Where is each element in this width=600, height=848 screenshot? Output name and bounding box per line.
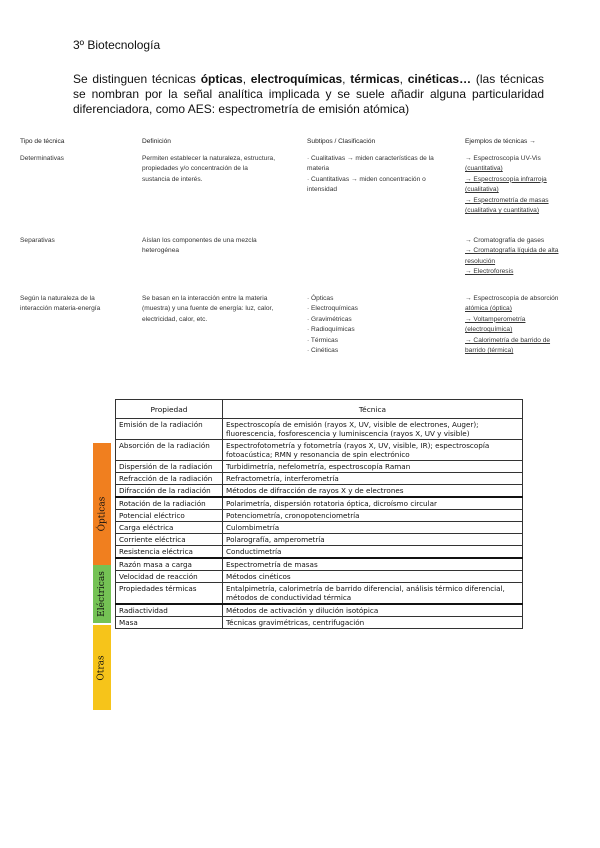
table2-row <box>116 534 523 546</box>
cell-line: Se basan en la interacción entre la materia <box>142 294 268 302</box>
table2-row <box>116 473 523 485</box>
examples-cell <box>465 236 580 294</box>
cell-line: barrido (térmica) <box>465 347 514 354</box>
table2-row <box>116 497 523 510</box>
cell-line: (cuantitativa) <box>465 165 503 172</box>
cell-line: (cualitativa) <box>465 186 499 193</box>
technique-cell: Técnicas gravimétricas, centrifugación <box>223 617 523 629</box>
cell-line: atómica (óptica) <box>465 305 512 312</box>
cell-line: resolución <box>465 257 496 265</box>
cell-line: materia <box>307 165 329 172</box>
property-cell: Razón masa a carga <box>116 558 223 571</box>
header-cell: Ejemplos de técnicas → <box>465 138 536 145</box>
cell-line: · Electroquímicas <box>307 305 358 312</box>
type-cell <box>20 236 142 294</box>
cell-line: · Cualitativas → miden características de la <box>307 154 434 162</box>
technique-cell: Culombimetría <box>223 522 523 534</box>
property-cell: Emisión de la radiación <box>116 419 223 440</box>
cell-line: → Espectrometría de masas <box>465 196 549 204</box>
cell-line: interacción materia-energía <box>20 305 101 312</box>
subtypes-cell <box>307 236 465 294</box>
technique-cell: Entalpimetría, calorimetría de barrido diferencial, análisis térmico diferencial, métodos de conductividad térmica <box>223 583 523 605</box>
table2-row <box>116 419 523 440</box>
property-cell: Carga eléctrica <box>116 522 223 534</box>
properties-techniques-figure <box>93 399 525 712</box>
table2-row <box>116 558 523 571</box>
table1-header-row <box>20 137 580 154</box>
property-cell: Absorción de la radiación <box>116 440 223 461</box>
cell-line: intensidad <box>307 186 338 193</box>
intro-bold-termicas: térmicas <box>350 72 400 86</box>
cell-line: (electroquímica) <box>465 326 513 333</box>
property-cell: Radiactividad <box>116 604 223 617</box>
header-propiedad: Propiedad <box>116 400 223 419</box>
property-cell: Potencial eléctrico <box>116 510 223 522</box>
property-cell: Corriente eléctrica <box>116 534 223 546</box>
properties-table <box>115 399 523 629</box>
cell-line: → Cromatografía de gases <box>465 236 545 244</box>
property-cell: Difracción de la radiación <box>116 485 223 498</box>
property-cell: Velocidad de reacción <box>116 571 223 583</box>
subtypes-cell <box>307 294 465 357</box>
cell-line: Aíslan los componentes de una mezcla <box>142 236 257 244</box>
intro-sep: , <box>242 72 251 86</box>
table2-row <box>116 510 523 522</box>
property-cell: Masa <box>116 617 223 629</box>
cell-line: heterogénea <box>142 247 180 254</box>
table2-row <box>116 485 523 498</box>
technique-cell: Espectrofotometría y fotometría (rayos X, UV, visible, IR); espectroscopía fotoacústica; RMN y resonancia de spin electrónico <box>223 440 523 461</box>
property-cell: Refracción de la radiación <box>116 473 223 485</box>
technique-cell: Métodos de difracción de rayos X y de electrones <box>223 485 523 498</box>
intro-bold-electroquimicas: electroquímicas <box>250 72 343 86</box>
technique-cell: Potenciometría, cronopotenciometría <box>223 510 523 522</box>
technique-cell: Espectroscopía de emisión (rayos X, UV, visible de electrones, Auger); fluorescencia, fosforescencia y luminiscencia (rayos X, UV y visible) <box>223 419 523 440</box>
technique-cell: Refractometría, interferometría <box>223 473 523 485</box>
cell-line: Permiten establecer la naturaleza, estructura, <box>142 154 276 162</box>
table2-row <box>116 604 523 617</box>
subtypes-cell <box>307 154 465 236</box>
group-label-text: Eléctricas <box>97 571 108 617</box>
intro-bold-opticas: ópticas <box>200 72 243 86</box>
cell-line: Según la naturaleza de la <box>20 294 95 302</box>
table1-row <box>20 294 580 357</box>
group-label-text: Ópticas <box>97 496 108 531</box>
cell-line: · Cuantitativas → miden concentración o <box>307 175 426 183</box>
examples-cell <box>465 294 580 357</box>
technique-cell: Conductimetría <box>223 546 523 559</box>
examples-cell <box>465 154 580 236</box>
property-cell: Rotación de la radiación <box>116 497 223 510</box>
technique-cell: Polarografía, amperometría <box>223 534 523 546</box>
technique-cell: Espectrometría de masas <box>223 558 523 571</box>
cell-line: (muestra) y una fuente de energía: luz, calor, <box>142 305 274 312</box>
group-label-opticas <box>93 443 111 584</box>
technique-cell: Métodos de activación y dilución isotópica <box>223 604 523 617</box>
cell-line: Separativas <box>20 236 55 244</box>
intro-bold-cineticas: cinéticas… <box>407 72 472 86</box>
table2-row <box>116 522 523 534</box>
header-tecnica: Técnica <box>223 400 523 419</box>
cell-line: (cualitativa y cuantitativa) <box>465 207 540 214</box>
intro-text: Se distinguen técnicas <box>73 72 201 86</box>
group-label-text: Otras <box>97 654 108 681</box>
definition-cell <box>142 294 307 357</box>
table1-row <box>20 236 580 294</box>
cell-line: → Voltamperometría <box>465 315 526 323</box>
cell-line: propiedades y/o concentración de la <box>142 165 248 172</box>
table2-header-row <box>116 400 523 419</box>
cell-line: → Cromatografía líquida de alta <box>465 247 559 254</box>
intro-sep: , <box>399 72 408 86</box>
definition-cell <box>142 154 307 236</box>
table2-row <box>116 461 523 473</box>
cell-line: electricidad, calor, etc. <box>142 315 208 323</box>
table2-row <box>116 617 523 629</box>
type-cell <box>20 154 142 236</box>
technique-cell: Turbidimetría, nefelometría, espectroscopía Raman <box>223 461 523 473</box>
cell-line: → Espectroscopía de absorción <box>465 294 559 302</box>
cell-line: → Espectroscopía UV-Vis <box>465 154 541 162</box>
table2-row <box>116 571 523 583</box>
cell-line: · Radioquímicas <box>307 326 355 333</box>
type-cell <box>20 294 142 357</box>
table2-row <box>116 546 523 559</box>
cell-line: · Gravimétricas <box>307 315 352 323</box>
technique-types-table <box>20 137 580 357</box>
definition-cell <box>142 236 307 294</box>
table2-row <box>116 583 523 605</box>
cell-line: Determinativas <box>20 154 64 162</box>
cell-line: sustancia de interés. <box>142 175 203 183</box>
cell-line: · Cinéticas <box>307 347 339 354</box>
header-cell: Tipo de técnica <box>20 138 65 145</box>
property-cell: Propiedades térmicas <box>116 583 223 605</box>
table2-row <box>116 440 523 461</box>
group-label-electricas <box>93 565 111 623</box>
intro-sep: , <box>342 72 351 86</box>
cell-line: → Electroforesis <box>465 268 514 275</box>
property-cell: Resistencia eléctrica <box>116 546 223 559</box>
cell-line: · Térmicas <box>307 336 339 344</box>
header-cell: Subtipos / Clasificación <box>307 138 376 145</box>
technique-cell: Métodos cinéticos <box>223 571 523 583</box>
group-label-otras <box>93 625 111 710</box>
cell-line: → Espectroscopía infrarroja <box>465 175 547 183</box>
cell-line: · Ópticas <box>307 294 334 302</box>
cell-line: → Calorimetría de barrido de <box>465 336 551 344</box>
technique-cell: Polarimetría, dispersión rotatoria óptica, dicroísmo circular <box>223 497 523 510</box>
intro-paragraph <box>73 72 544 117</box>
document-header: 3º Biotecnología <box>73 38 161 52</box>
table1-row <box>20 154 580 236</box>
intro-text-rest: (las técnicas se nombran por la señal analítica implicada y se suele añadir alguna particularidad diferenciadora, como AES: espectrometría de emisión atómica) <box>73 72 544 116</box>
header-cell: Definición <box>142 138 171 145</box>
property-cell: Dispersión de la radiación <box>116 461 223 473</box>
